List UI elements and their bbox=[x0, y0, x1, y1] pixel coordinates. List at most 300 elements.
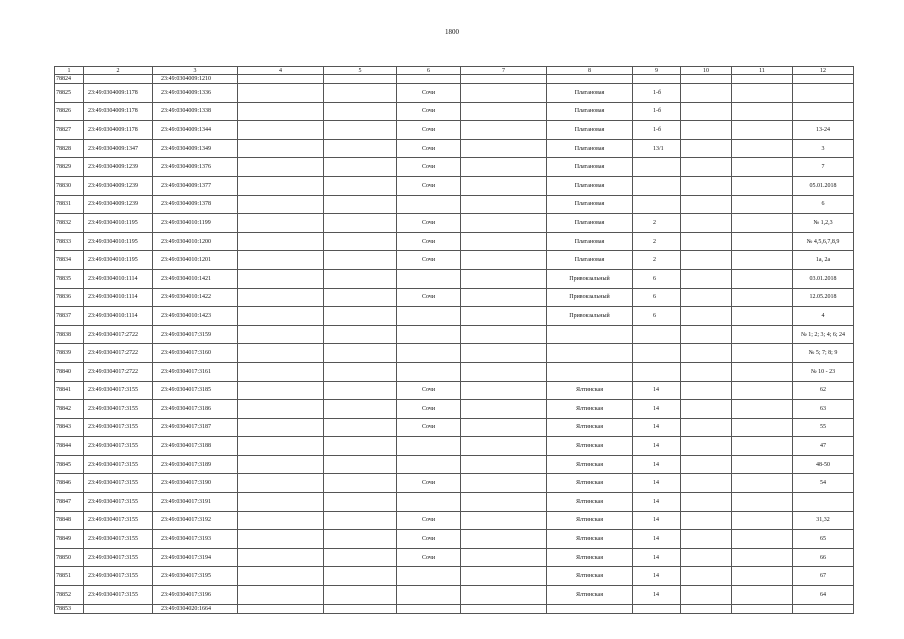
table-cell bbox=[238, 75, 324, 84]
table-row bbox=[55, 455, 854, 474]
table-cell: 54 bbox=[793, 474, 854, 493]
table-cell bbox=[732, 511, 793, 530]
table-cell bbox=[633, 158, 681, 177]
column-header: 1 bbox=[55, 67, 84, 75]
table-cell: Сочи bbox=[397, 400, 461, 419]
table-cell bbox=[397, 362, 461, 381]
table-cell: 23:49:0304010:1195 bbox=[84, 251, 153, 270]
table-cell bbox=[238, 455, 324, 474]
table-cell bbox=[238, 474, 324, 493]
table-cell: 23:49:0304017:3155 bbox=[84, 493, 153, 512]
table-cell: Платановая bbox=[547, 214, 633, 233]
table-row bbox=[55, 75, 854, 84]
table-cell: 23:49:0304010:1114 bbox=[84, 269, 153, 288]
table-cell: 23:49:0304017:3189 bbox=[153, 455, 238, 474]
table-cell: Привокзальный bbox=[547, 269, 633, 288]
table-cell: 23:49:0304009:1378 bbox=[153, 195, 238, 214]
table-cell: 78833 bbox=[55, 232, 84, 251]
table-cell: 23:49:0304017:3155 bbox=[84, 437, 153, 456]
column-header: 7 bbox=[461, 67, 547, 75]
table-cell: Сочи bbox=[397, 288, 461, 307]
table-cell: 23:49:0304009:1239 bbox=[84, 176, 153, 195]
table-cell: 23:49:0304017:2722 bbox=[84, 325, 153, 344]
table-cell bbox=[681, 400, 732, 419]
table-cell bbox=[397, 195, 461, 214]
table-cell bbox=[324, 474, 397, 493]
table-cell bbox=[461, 195, 547, 214]
table-cell bbox=[461, 400, 547, 419]
table-cell: Платановая bbox=[547, 251, 633, 270]
table-cell: 23:49:0304017:3155 bbox=[84, 400, 153, 419]
table-cell bbox=[397, 344, 461, 363]
table-cell: 14 bbox=[633, 381, 681, 400]
table-cell bbox=[238, 493, 324, 512]
table-cell: Ялтинская bbox=[547, 511, 633, 530]
table-cell bbox=[681, 195, 732, 214]
table-cell bbox=[793, 102, 854, 121]
table-cell bbox=[681, 381, 732, 400]
table-cell bbox=[461, 548, 547, 567]
table-cell bbox=[461, 362, 547, 381]
table-cell bbox=[633, 604, 681, 613]
table-cell: 23:49:0304017:3196 bbox=[153, 586, 238, 605]
table-cell: 23:49:0304017:3155 bbox=[84, 511, 153, 530]
table-cell: 23:49:0304010:1422 bbox=[153, 288, 238, 307]
table-cell bbox=[238, 530, 324, 549]
table-cell: 78836 bbox=[55, 288, 84, 307]
table-cell: 55 bbox=[793, 418, 854, 437]
table-cell bbox=[397, 75, 461, 84]
table-cell: 14 bbox=[633, 455, 681, 474]
table-cell bbox=[238, 232, 324, 251]
table-cell: 6 bbox=[633, 269, 681, 288]
registry-body bbox=[55, 67, 854, 614]
table-cell bbox=[461, 381, 547, 400]
table-cell bbox=[461, 102, 547, 121]
table-cell bbox=[461, 139, 547, 158]
table-cell: 78848 bbox=[55, 511, 84, 530]
table-row bbox=[55, 437, 854, 456]
table-cell bbox=[324, 102, 397, 121]
table-cell bbox=[732, 84, 793, 103]
table-cell: 23:49:0304017:3187 bbox=[153, 418, 238, 437]
table-row bbox=[55, 232, 854, 251]
table-cell bbox=[681, 530, 732, 549]
table-cell: 1а, 2а bbox=[793, 251, 854, 270]
table-cell: 23:49:0304017:3193 bbox=[153, 530, 238, 549]
table-cell: 23:49:0304017:3185 bbox=[153, 381, 238, 400]
table-cell: Сочи bbox=[397, 511, 461, 530]
column-header: 9 bbox=[633, 67, 681, 75]
table-cell: 2 bbox=[633, 232, 681, 251]
table-row bbox=[55, 474, 854, 493]
table-cell bbox=[681, 75, 732, 84]
table-cell: 23:49:0304009:1178 bbox=[84, 102, 153, 121]
table-cell bbox=[238, 84, 324, 103]
table-cell bbox=[324, 455, 397, 474]
table-cell bbox=[681, 567, 732, 586]
table-cell bbox=[324, 84, 397, 103]
table-cell: 78844 bbox=[55, 437, 84, 456]
table-row bbox=[55, 139, 854, 158]
table-cell bbox=[461, 493, 547, 512]
column-header: 2 bbox=[84, 67, 153, 75]
table-cell bbox=[397, 586, 461, 605]
table-cell: 23:49:0304020:1664 bbox=[153, 604, 238, 613]
table-cell bbox=[732, 214, 793, 233]
table-cell bbox=[732, 288, 793, 307]
table-cell bbox=[461, 176, 547, 195]
table-cell bbox=[84, 75, 153, 84]
table-cell: 2 bbox=[633, 251, 681, 270]
table-cell: Сочи bbox=[397, 121, 461, 140]
table-cell bbox=[732, 437, 793, 456]
table-cell: 23:49:0304010:1199 bbox=[153, 214, 238, 233]
table-cell bbox=[461, 214, 547, 233]
table-cell: 78825 bbox=[55, 84, 84, 103]
table-cell: 23:49:0304009:1338 bbox=[153, 102, 238, 121]
table-cell: 78835 bbox=[55, 269, 84, 288]
table-cell: 78838 bbox=[55, 325, 84, 344]
column-header: 11 bbox=[732, 67, 793, 75]
table-cell: 78850 bbox=[55, 548, 84, 567]
table-cell bbox=[732, 158, 793, 177]
table-cell: 14 bbox=[633, 530, 681, 549]
table-row bbox=[55, 307, 854, 326]
table-cell bbox=[324, 176, 397, 195]
table-cell bbox=[324, 567, 397, 586]
table-cell bbox=[461, 84, 547, 103]
table-cell bbox=[681, 325, 732, 344]
table-cell: 23:49:0304017:3195 bbox=[153, 567, 238, 586]
table-cell bbox=[461, 288, 547, 307]
column-header: 10 bbox=[681, 67, 732, 75]
table-row bbox=[55, 493, 854, 512]
table-cell: Платановая bbox=[547, 232, 633, 251]
table-cell bbox=[732, 307, 793, 326]
table-cell: 78829 bbox=[55, 158, 84, 177]
table-cell: Сочи bbox=[397, 418, 461, 437]
table-cell: 23:49:0304017:3155 bbox=[84, 548, 153, 567]
table-cell: 78851 bbox=[55, 567, 84, 586]
table-cell: Сочи bbox=[397, 176, 461, 195]
table-row bbox=[55, 604, 854, 613]
table-cell: 23:49:0304010:1423 bbox=[153, 307, 238, 326]
table-cell: 78843 bbox=[55, 418, 84, 437]
table-cell bbox=[238, 214, 324, 233]
table-cell: 14 bbox=[633, 418, 681, 437]
table-cell bbox=[461, 121, 547, 140]
column-header: 8 bbox=[547, 67, 633, 75]
table-cell bbox=[793, 75, 854, 84]
table-cell: 78832 bbox=[55, 214, 84, 233]
table-cell: 03.01.2018 bbox=[793, 269, 854, 288]
table-cell: Платановая bbox=[547, 176, 633, 195]
table-cell bbox=[461, 75, 547, 84]
table-cell bbox=[732, 75, 793, 84]
table-cell: 23:49:0304017:3155 bbox=[84, 530, 153, 549]
table-cell: Платановая bbox=[547, 84, 633, 103]
table-cell: 23:49:0304009:1344 bbox=[153, 121, 238, 140]
table-cell bbox=[324, 604, 397, 613]
table-cell bbox=[461, 474, 547, 493]
table-cell bbox=[633, 362, 681, 381]
column-header: 5 bbox=[324, 67, 397, 75]
table-cell: 63 bbox=[793, 400, 854, 419]
table-cell bbox=[461, 325, 547, 344]
table-cell bbox=[732, 344, 793, 363]
table-cell: 1-б bbox=[633, 102, 681, 121]
table-cell: 23:49:0304009:1210 bbox=[153, 75, 238, 84]
table-row bbox=[55, 102, 854, 121]
table-cell bbox=[238, 269, 324, 288]
table-cell: 78845 bbox=[55, 455, 84, 474]
table-cell: Привокзальный bbox=[547, 307, 633, 326]
table-cell: Сочи bbox=[397, 251, 461, 270]
column-header: 3 bbox=[153, 67, 238, 75]
table-cell bbox=[681, 102, 732, 121]
table-cell bbox=[238, 362, 324, 381]
table-cell: Платановая bbox=[547, 139, 633, 158]
column-header: 12 bbox=[793, 67, 854, 75]
table-cell bbox=[461, 232, 547, 251]
table-cell bbox=[84, 604, 153, 613]
table-cell bbox=[681, 548, 732, 567]
table-cell: 23:49:0304017:3188 bbox=[153, 437, 238, 456]
table-cell bbox=[681, 176, 732, 195]
table-cell bbox=[547, 325, 633, 344]
table-cell: Ялтинская bbox=[547, 455, 633, 474]
table-cell: № 4,5,6,7,8,9 bbox=[793, 232, 854, 251]
table-cell: 78824 bbox=[55, 75, 84, 84]
table-cell: Сочи bbox=[397, 474, 461, 493]
table-cell: 78827 bbox=[55, 121, 84, 140]
table-row bbox=[55, 269, 854, 288]
table-cell bbox=[238, 567, 324, 586]
table-cell bbox=[461, 530, 547, 549]
table-cell bbox=[397, 307, 461, 326]
table-cell: Ялтинская bbox=[547, 474, 633, 493]
table-cell: 6 bbox=[633, 288, 681, 307]
table-cell bbox=[681, 511, 732, 530]
table-cell: Ялтинская bbox=[547, 381, 633, 400]
table-cell: 14 bbox=[633, 400, 681, 419]
table-cell bbox=[681, 604, 732, 613]
table-cell bbox=[732, 139, 793, 158]
table-cell: 78842 bbox=[55, 400, 84, 419]
table-cell bbox=[238, 195, 324, 214]
table-cell: Платановая bbox=[547, 158, 633, 177]
table-cell: 23:49:0304017:3159 bbox=[153, 325, 238, 344]
table-cell bbox=[238, 288, 324, 307]
table-cell: 23:49:0304017:2722 bbox=[84, 344, 153, 363]
table-cell bbox=[324, 362, 397, 381]
table-cell: 23:49:0304009:1336 bbox=[153, 84, 238, 103]
table-cell: 7 bbox=[793, 158, 854, 177]
table-cell bbox=[681, 474, 732, 493]
table-cell: 23:49:0304017:3161 bbox=[153, 362, 238, 381]
table-cell bbox=[681, 362, 732, 381]
table-cell bbox=[461, 344, 547, 363]
table-cell: Сочи bbox=[397, 158, 461, 177]
table-cell bbox=[732, 604, 793, 613]
table-cell: 23:49:0304009:1349 bbox=[153, 139, 238, 158]
table-cell: 23:49:0304017:3194 bbox=[153, 548, 238, 567]
table-cell bbox=[324, 251, 397, 270]
table-cell: 64 bbox=[793, 586, 854, 605]
table-cell bbox=[732, 381, 793, 400]
table-cell: 14 bbox=[633, 567, 681, 586]
table-cell: Ялтинская bbox=[547, 493, 633, 512]
table-cell bbox=[324, 75, 397, 84]
table-cell bbox=[681, 586, 732, 605]
table-cell bbox=[238, 344, 324, 363]
table-cell: Привокзальный bbox=[547, 288, 633, 307]
table-cell: Ялтинская bbox=[547, 567, 633, 586]
table-cell bbox=[732, 176, 793, 195]
table-cell: 78826 bbox=[55, 102, 84, 121]
table-cell bbox=[732, 548, 793, 567]
table-row bbox=[55, 511, 854, 530]
header-row bbox=[55, 67, 854, 75]
table-row bbox=[55, 548, 854, 567]
table-cell bbox=[547, 362, 633, 381]
table-cell bbox=[461, 251, 547, 270]
table-cell bbox=[324, 530, 397, 549]
table-cell: 31,32 bbox=[793, 511, 854, 530]
table-cell bbox=[681, 251, 732, 270]
table-cell bbox=[238, 121, 324, 140]
table-cell: 67 bbox=[793, 567, 854, 586]
table-cell: 1-б bbox=[633, 121, 681, 140]
table-cell bbox=[324, 214, 397, 233]
table-cell bbox=[238, 158, 324, 177]
table-cell: 47 bbox=[793, 437, 854, 456]
table-cell: Платановая bbox=[547, 102, 633, 121]
column-header: 4 bbox=[238, 67, 324, 75]
table-cell bbox=[681, 437, 732, 456]
table-cell: 13/1 bbox=[633, 139, 681, 158]
table-cell: 65 bbox=[793, 530, 854, 549]
table-cell bbox=[324, 158, 397, 177]
table-cell: 23:49:0304009:1239 bbox=[84, 158, 153, 177]
table-cell bbox=[238, 307, 324, 326]
table-cell: 23:49:0304009:1376 bbox=[153, 158, 238, 177]
table-row bbox=[55, 214, 854, 233]
table-cell: 78831 bbox=[55, 195, 84, 214]
table-cell bbox=[238, 381, 324, 400]
table-cell bbox=[461, 604, 547, 613]
table-cell: 78834 bbox=[55, 251, 84, 270]
table-cell bbox=[461, 418, 547, 437]
table-cell bbox=[732, 325, 793, 344]
table-cell: 23:49:0304010:1201 bbox=[153, 251, 238, 270]
table-cell bbox=[238, 139, 324, 158]
table-cell bbox=[633, 325, 681, 344]
table-cell: № 10 - 23 bbox=[793, 362, 854, 381]
table-cell bbox=[397, 269, 461, 288]
table-cell: 23:49:0304010:1195 bbox=[84, 232, 153, 251]
table-cell bbox=[732, 530, 793, 549]
table-cell: 1-б bbox=[633, 84, 681, 103]
table-cell bbox=[324, 381, 397, 400]
table-cell bbox=[681, 214, 732, 233]
table-cell: Сочи bbox=[397, 84, 461, 103]
table-cell: 23:49:0304010:1421 bbox=[153, 269, 238, 288]
table-cell: 23:49:0304009:1178 bbox=[84, 84, 153, 103]
table-cell bbox=[238, 325, 324, 344]
table-cell: 14 bbox=[633, 493, 681, 512]
table-cell: 78840 bbox=[55, 362, 84, 381]
table-cell bbox=[633, 75, 681, 84]
table-cell: 13-24 bbox=[793, 121, 854, 140]
table-row bbox=[55, 400, 854, 419]
table-row bbox=[55, 251, 854, 270]
table-cell bbox=[324, 493, 397, 512]
table-cell: 05.01.2018 bbox=[793, 176, 854, 195]
table-cell: 6 bbox=[793, 195, 854, 214]
table-cell: 23:49:0304017:2722 bbox=[84, 362, 153, 381]
table-row bbox=[55, 195, 854, 214]
table-cell: 23:49:0304017:3155 bbox=[84, 418, 153, 437]
table-cell: 14 bbox=[633, 511, 681, 530]
table-cell bbox=[681, 84, 732, 103]
table-cell bbox=[324, 232, 397, 251]
table-cell bbox=[681, 493, 732, 512]
table-row bbox=[55, 325, 854, 344]
table-cell bbox=[397, 493, 461, 512]
table-cell bbox=[732, 362, 793, 381]
table-cell: 4 bbox=[793, 307, 854, 326]
table-cell: 23:49:0304017:3155 bbox=[84, 474, 153, 493]
table-cell: 78837 bbox=[55, 307, 84, 326]
table-cell bbox=[324, 548, 397, 567]
table-cell bbox=[681, 158, 732, 177]
table-cell bbox=[547, 75, 633, 84]
table-cell bbox=[324, 511, 397, 530]
table-cell bbox=[681, 232, 732, 251]
table-cell bbox=[238, 604, 324, 613]
table-cell bbox=[324, 437, 397, 456]
table-cell bbox=[238, 548, 324, 567]
table-cell bbox=[732, 121, 793, 140]
table-cell: 6 bbox=[633, 307, 681, 326]
table-row bbox=[55, 530, 854, 549]
table-cell bbox=[732, 567, 793, 586]
table-cell: 23:49:0304017:3155 bbox=[84, 381, 153, 400]
table-row bbox=[55, 176, 854, 195]
table-cell bbox=[732, 418, 793, 437]
table-cell bbox=[681, 344, 732, 363]
table-cell: Сочи bbox=[397, 530, 461, 549]
table-cell: 48-50 bbox=[793, 455, 854, 474]
table-cell: 23:49:0304017:3155 bbox=[84, 455, 153, 474]
table-cell bbox=[633, 344, 681, 363]
table-cell bbox=[461, 158, 547, 177]
table-cell bbox=[324, 288, 397, 307]
table-cell bbox=[732, 232, 793, 251]
table-cell bbox=[324, 418, 397, 437]
table-cell bbox=[238, 176, 324, 195]
table-cell: 23:49:0304010:1114 bbox=[84, 288, 153, 307]
table-cell: 23:49:0304010:1200 bbox=[153, 232, 238, 251]
table-cell bbox=[732, 474, 793, 493]
table-cell bbox=[238, 102, 324, 121]
table-row bbox=[55, 418, 854, 437]
table-cell: 78828 bbox=[55, 139, 84, 158]
table-cell: Сочи bbox=[397, 214, 461, 233]
table-row bbox=[55, 288, 854, 307]
